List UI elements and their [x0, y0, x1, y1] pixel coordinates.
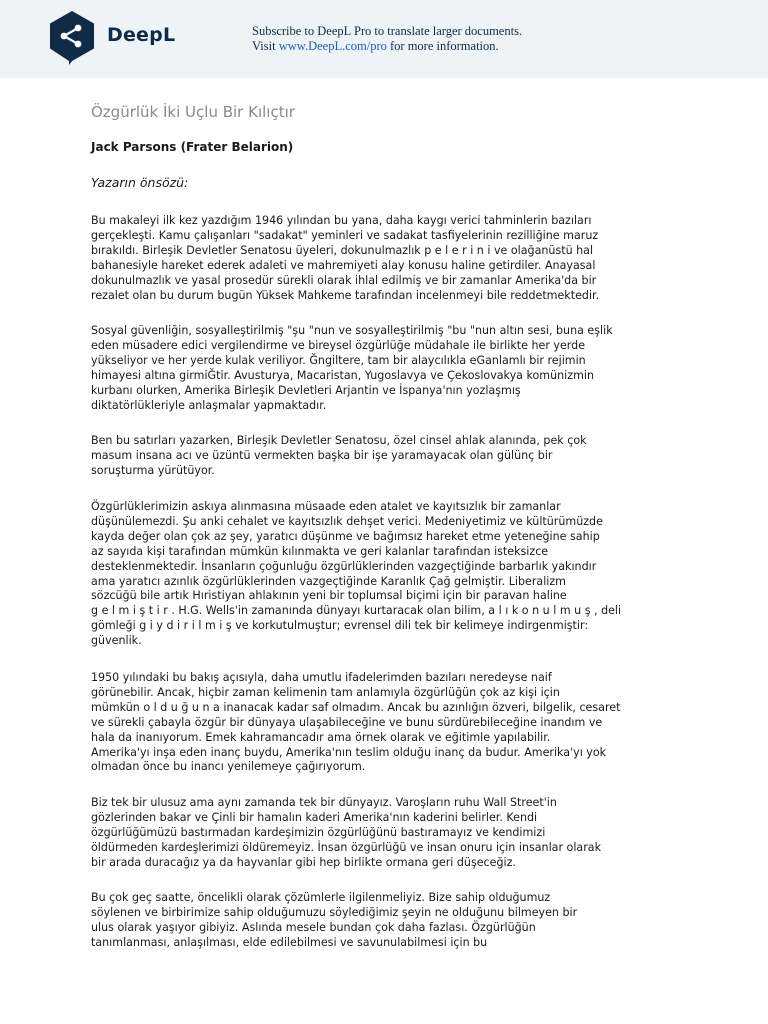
- document-author: Jack Parsons (Frater Belarion): [91, 140, 294, 154]
- paragraph-line: Amerika'yı inşa eden inanç buydu, Amerika'nın teslim olduğu inanç da budur. Amerika'yı yok: [91, 745, 607, 759]
- paragraph-line: Ben bu satırları yazarken, Birleşik Devletler Senatosu, özel cinsel ahlak alanında, pek çok: [91, 434, 587, 447]
- paragraph-line: masum insana acı ve üzüntü vermekten başka bir işe yaramayacak olan gülünç bir: [91, 448, 553, 462]
- preface-heading: Yazarın önsözü:: [91, 175, 189, 190]
- paragraph-line: kurbanı olurken, Amerika Birleşik Devletleri Arjantin ve İspanya'nın yozlaşmış: [91, 383, 521, 397]
- paragraph-line: yükseliyor ve her yerde kulak veriliyor. Ğngiltere, tam bir alaycılıkla eGanlamlı bir rejimin: [91, 353, 586, 367]
- paragraph-line: görünebilir. Ancak, hiçbir zaman kelimenin tam anlamıyla özgürlüğün çok az kişi için: [91, 685, 560, 699]
- paragraph-2: [91, 324, 681, 413]
- paragraph-7: [91, 891, 681, 951]
- paragraph-line: öldürmeden kardeşlerimizi öldüremeyiz. İnsan özgürlüğü ve insan onuru için insanlar olarak: [91, 840, 602, 854]
- paragraph-line: Biz tek bir ulusuz ama aynı zamanda tek bir dünyayız. Varoşların ruhu Wall Street'in: [91, 796, 557, 809]
- paragraph-line: ulus olarak yaşıyor gibiyiz. Aslında mesele bundan çok daha fazlası. Özgürlüğün: [91, 920, 536, 934]
- paragraph-line: gerçekleşti. Kamu çalışanları "sadakat" yeminleri ve sadakat tasfiyelerinin rezilliğine maruz: [91, 228, 599, 242]
- paragraph-line: soruşturma yürütüyor.: [91, 463, 215, 477]
- paragraph-3: [91, 434, 681, 479]
- paragraph-line: eden müsadere edici vergilendirme ve bireysel özgürlüğe müdahale ile birlikte her yerde: [91, 338, 586, 352]
- paragraph-line: kayda değer olan çok az şey, yaratıcı düşünme ve bağımsız hareket etme yeteneğine sahip: [91, 529, 600, 543]
- document-title: Özgürlük İki Uçlu Bir Kılıçtır: [91, 103, 295, 121]
- paragraph-line: hala da inanıyorum. Emek kahramancadır ama örnek olarak ve eğitimle yapılabilir.: [91, 730, 551, 744]
- paragraph-line: desteklenmektedir. İnsanların çoğunluğu özgürlüklerinden vazgeçtiğinde barbarlık yakındır: [91, 559, 597, 573]
- paragraph-line: himayesi altına girmiĞtir. Avusturya, Macaristan, Yugoslavya ve Çekoslovakya komünizmin: [91, 368, 594, 382]
- paragraph-line: mümkün o l d u ğ u n a inanacak kadar saf olmadım. Ancak bu azınlığın özveri, bilgelik, cesaret: [91, 700, 621, 714]
- deepl-logo-icon[interactable]: [47, 10, 97, 66]
- promo-line-2-prefix: Visit: [252, 39, 279, 53]
- paragraph-4: [91, 500, 681, 649]
- paragraph-line: 1950 yılındaki bu bakış açısıyla, daha umutlu ifadelerimden bazıları neredeyse naif: [91, 671, 552, 684]
- paragraph-line: Özgürlüklerimizin askıya alınmasına müsaade eden atalet ve kayıtsızlık bir zamanlar: [91, 500, 561, 513]
- paragraph-line: bırakıldı. Birleşik Devletler Senatosu üyeleri, dokunulmazlık p e l e r i n i ve olağanüstü hal: [91, 243, 594, 257]
- paragraph-line: bir arada duracağız ya da hayvanlar gibi hep birlikte ormana geri düşeceğiz.: [91, 855, 516, 869]
- paragraph-line: özgürlüğümüzü bastırmadan kardeşimizin özgürlüğünü bastıramayız ve kendimizi: [91, 825, 546, 839]
- promo-text: [252, 24, 522, 54]
- paragraph-1: [91, 214, 681, 303]
- paragraph-line: tanımlanması, anlaşılması, elde edilebilmesi ve savunulabilmesi için bu: [91, 935, 488, 949]
- paragraph-5: [91, 671, 681, 775]
- promo-line-1: Subscribe to DeepL Pro to translate larger documents.: [252, 24, 523, 38]
- paragraph-line: olmadan önce bu inancı yenilemeye çağırıyorum.: [91, 760, 366, 774]
- paragraph-line: ama yaratıcı azınlık özgürlüklerinden vazgeçtiğinde Karanlık Çağ gelmiştir. Liberalizm: [91, 574, 566, 588]
- paragraph-line: güvenlik.: [91, 634, 142, 648]
- paragraph-line: Bu çok geç saatte, öncelikli olarak çözümlerle ilgilenmeliyiz. Bize sahip olduğumuz: [91, 891, 551, 904]
- paragraph-line: bahanesiyle hareket ederek adaleti ve mahremiyeti alay konusu haline getirdiler. Anayasal: [91, 258, 596, 272]
- paragraph-line: söylenen ve birbirimize sahip olduğumuzu söylediğimiz şeyin ne olduğunu bilmeyen bir: [91, 905, 578, 919]
- deepl-pro-link[interactable]: www.DeepL.com/pro: [278, 39, 387, 53]
- paragraph-line: dokunulmazlık ve yasal prosedür sürekli olarak ihlal edilmiş ve bir zamanlar Amerika'da bir: [91, 273, 597, 287]
- deepl-brand-name[interactable]: DeepL: [107, 24, 176, 46]
- paragraph-line: düşünülemezdi. Şu anki cehalet ve kayıtsızlık dehşet verici. Medeniyetimiz ve kültürümüzde: [91, 514, 603, 528]
- paragraph-line: g e l m i ş t i r . H.G. Wells'in zamanında dünyayı kurtaracak olan bilim, a l ı k o n u l m u ş , deli: [91, 604, 622, 618]
- deepl-promo-banner: [0, 0, 768, 78]
- paragraph-line: Sosyal güvenliğin, sosyalleştirilmiş "şu "nun ve sosyalleştirilmiş "bu "nun altın sesi, buna eşlik: [91, 324, 613, 337]
- paragraph-line: gözlerinden bakar ve Çinli bir hamalın kaderi Amerika'nın kaderini belirler. Kendi: [91, 810, 538, 824]
- paragraph-line: rezalet olan bu durum bugün Yüksek Mahkeme tarafından incelenmeyi bile reddetmektedir.: [91, 288, 600, 302]
- paragraph-line: ve sürekli çabayla özgür bir dünyaya ulaşabileceğine ve bunu sürdürebileceğine inandım ve: [91, 715, 603, 729]
- promo-line-2: [252, 39, 522, 54]
- promo-line-2-suffix: for more information.: [386, 39, 499, 53]
- paragraph-line: diktatörlükleriyle anlaşmalar yapmaktadır.: [91, 398, 327, 412]
- paragraph-line: gömleği g i y d i r i l m i ş ve korkutulmuştur; evrensel dili tek bir kelimeye indirgenmiştir:: [91, 619, 589, 633]
- paragraph-line: Bu makaleyi ilk kez yazdığım 1946 yılından bu yana, daha kaygı verici tahminlerin bazıları: [91, 214, 592, 227]
- paragraph-6: [91, 796, 681, 871]
- paragraph-line: az sayıda kişi tarafından mümkün kılınmakta ve geri kalanlar tarafından isteksizce: [91, 544, 549, 558]
- paragraph-line: sözcüğü bile artık Hıristiyan ahlakının yeni bir toplumsal biçimi için bir paravan haline: [91, 589, 567, 603]
